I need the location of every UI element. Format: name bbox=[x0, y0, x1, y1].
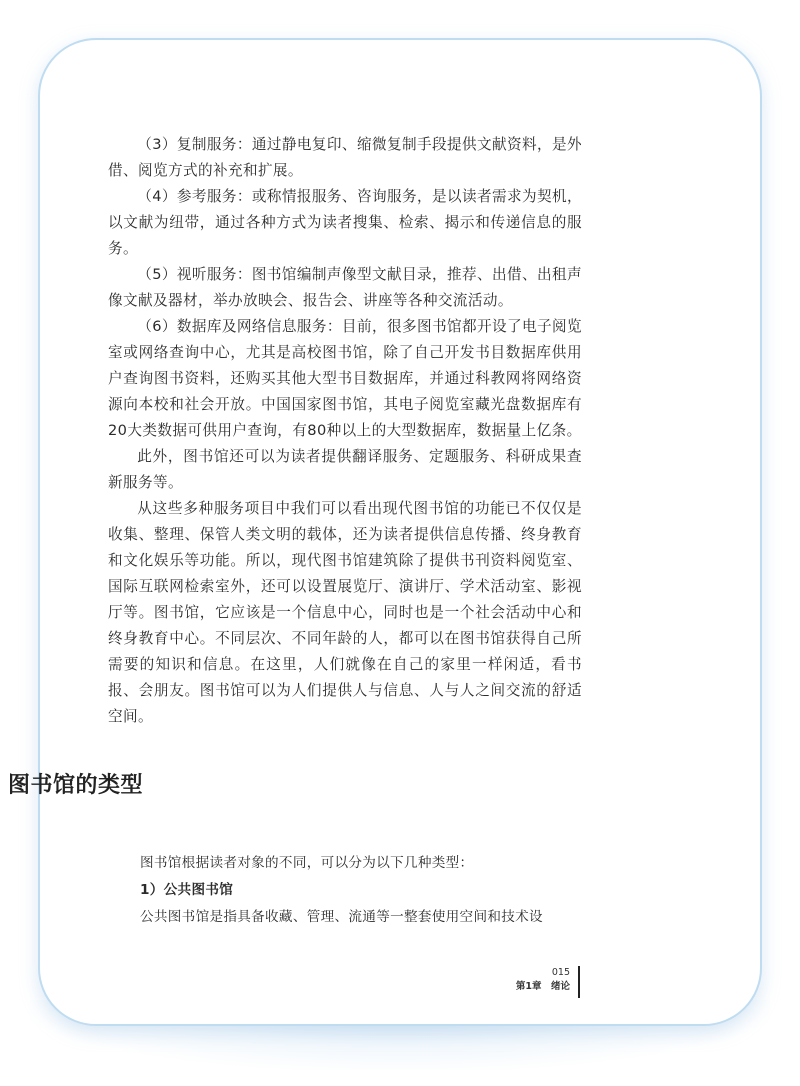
body-text bbox=[108, 132, 582, 730]
paragraph-database-service: （6）数据库及网络信息服务：目前，很多图书馆都开设了电子阅览室或网络查询中心，尤其是高校图书馆，除了自己开发书目数据库供用户查询图书资料，还购买其他大型书目数据库，并通过科教网将网络资源向本校和社会开放。中国国家图书馆，其电子阅览室藏光盘数据库有20大类数据可供用户查询，有80种以上的大型数据库，数据量上亿条。 bbox=[108, 318, 582, 439]
page-footer bbox=[490, 966, 570, 994]
subheading-public-library: 1）公共图书馆 bbox=[140, 882, 234, 898]
intro-text: 图书馆根据读者对象的不同，可以分为以下几种类型： bbox=[140, 855, 474, 871]
chapter-label: 第1章 绪论 bbox=[515, 981, 570, 992]
paragraph-copy-service: （3）复制服务：通过静电复印、缩微复制手段提供文献资料，是外借、阅览方式的补充和扩展。 bbox=[108, 136, 582, 179]
section-intro bbox=[140, 850, 584, 931]
paragraph-reference-service: （4）参考服务：或称情报服务、咨询服务，是以读者需求为契机，以文献为纽带，通过各种方式为读者搜集、检索、揭示和传递信息的服务。 bbox=[108, 188, 582, 257]
section-heading: 图书馆的类型 bbox=[8, 773, 144, 798]
paragraph-library-functions: 从这些多种服务项目中我们可以看出现代图书馆的功能已不仅仅是收集、整理、保管人类文明的载体，还为读者提供信息传播、终身教育和文化娱乐等功能。所以，现代图书馆建筑除了提供书刊资料阅览室、国际互联网检索室外，还可以设置展览厅、演讲厅、学术活动室、影视厅等。图书馆，它应该是一个信息中心，同时也是一个社会活动中心和终身教育中心。不同层次、不同年龄的人，都可以在图书馆获得自己所需要的知识和信息。在这里，人们就像在自己的家里一样闲适，看书报、会朋友。图书馆可以为人们提供人与信息、人与人之间交流的舒适空间。 bbox=[108, 500, 582, 725]
page-number: 015 bbox=[551, 967, 570, 978]
public-library-text: 公共图书馆是指具备收藏、管理、流通等一整套使用空间和技术设 bbox=[140, 909, 543, 925]
paragraph-audiovisual-service: （5）视听服务：图书馆编制声像型文献目录，推荐、出借、出租声像文献及器材，举办放映会、报告会、讲座等各种交流活动。 bbox=[108, 266, 582, 309]
paragraph-other-services: 此外，图书馆还可以为读者提供翻译服务、定题服务、科研成果查新服务等。 bbox=[108, 448, 582, 491]
footer-rule bbox=[578, 966, 580, 998]
